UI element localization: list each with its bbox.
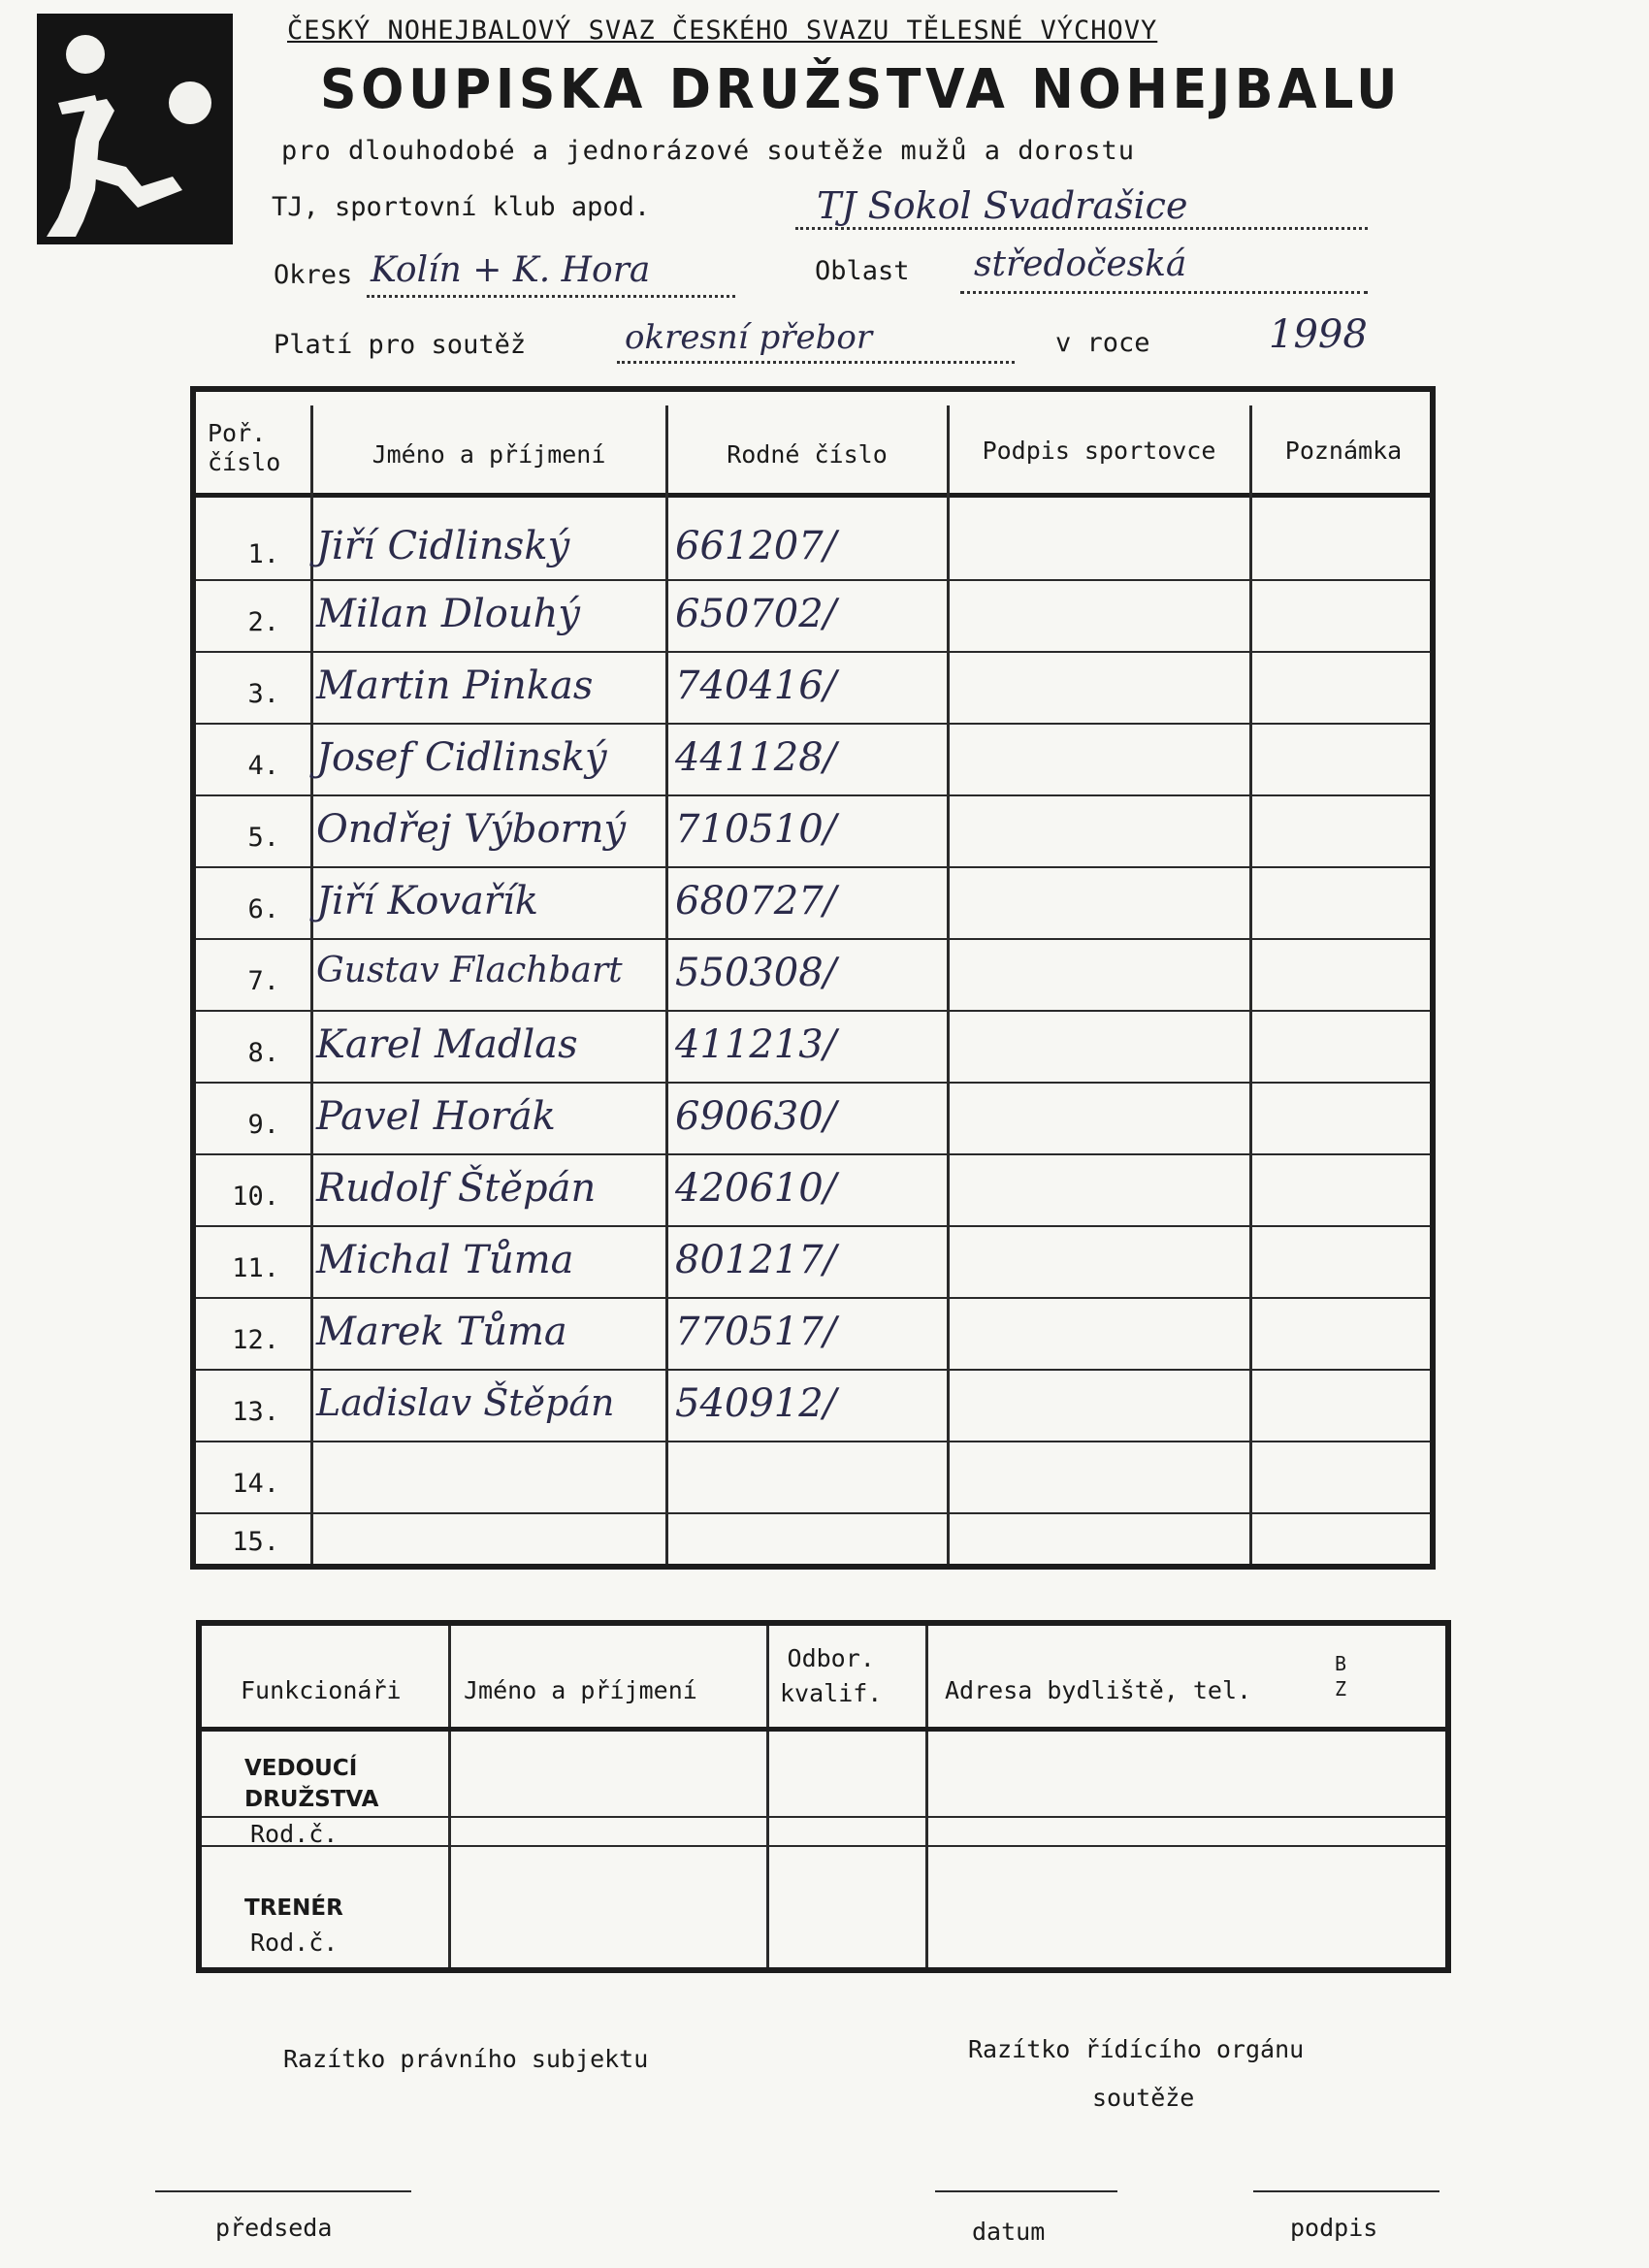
- player-name[interactable]: Marek Tůma: [316, 1310, 567, 1354]
- officials-table: [196, 1620, 1451, 1973]
- row-number: 3.: [247, 679, 279, 709]
- row-divider: [202, 1845, 1445, 1847]
- competition-field[interactable]: [617, 318, 1015, 364]
- row-divider: [196, 1010, 1430, 1012]
- signature-label: podpis: [1290, 2214, 1378, 2242]
- header-signature: Podpis sportovce: [982, 437, 1216, 465]
- row-divider: [196, 1225, 1430, 1227]
- stamp-governing-body-line2: soutěže: [1092, 2084, 1195, 2112]
- row-divider: [196, 651, 1430, 653]
- row-number: 2.: [247, 607, 279, 637]
- date-line[interactable]: [935, 2190, 1117, 2192]
- player-name[interactable]: Jiří Kovařík: [316, 879, 538, 923]
- role-leader-team: DRUŽSTVA: [244, 1787, 379, 1812]
- district-label: Okres: [274, 260, 353, 290]
- row-number: 9.: [247, 1110, 279, 1140]
- document-title: SOUPISKA DRUŽSTVA NOHEJBALU: [320, 58, 1403, 121]
- chairman-label: předseda: [215, 2214, 333, 2242]
- row-number: 13.: [232, 1397, 279, 1427]
- player-name[interactable]: Jiří Cidlinský: [316, 524, 570, 568]
- player-birth-no[interactable]: 411213/: [675, 1022, 837, 1067]
- row-divider: [196, 1153, 1430, 1155]
- player-birth-no[interactable]: 740416/: [675, 664, 837, 708]
- row-divider: [196, 579, 1430, 581]
- col-divider: [448, 1626, 451, 1967]
- player-birth-no[interactable]: 550308/: [675, 951, 837, 995]
- player-birth-no[interactable]: 650702/: [675, 592, 837, 636]
- row-number: 10.: [232, 1182, 279, 1212]
- competition-label: Platí pro soutěž: [274, 330, 527, 360]
- svaz-logo: [37, 14, 233, 244]
- chairman-line[interactable]: [155, 2190, 411, 2192]
- row-number: 5.: [247, 823, 279, 853]
- row-number: 7.: [247, 966, 279, 996]
- col-divider: [925, 1626, 928, 1967]
- row-divider: [196, 1082, 1430, 1084]
- header-bz: B Z: [1335, 1652, 1347, 1701]
- player-name[interactable]: Karel Madlas: [316, 1022, 578, 1067]
- header-note: Poznámka: [1284, 437, 1403, 465]
- row-divider: [196, 866, 1430, 868]
- signature-line[interactable]: [1253, 2190, 1439, 2192]
- row-divider: [196, 723, 1430, 725]
- district-field[interactable]: [367, 250, 735, 298]
- players-table: [190, 386, 1436, 1570]
- region-label: Oblast: [815, 256, 910, 286]
- player-name[interactable]: Ondřej Výborný: [316, 807, 627, 852]
- region-value: středočeská: [974, 244, 1187, 284]
- competition-value: okresní přebor: [625, 318, 873, 357]
- date-label: datum: [972, 2218, 1046, 2246]
- row-number: 1.: [247, 539, 279, 569]
- player-name[interactable]: Milan Dlouhý: [316, 592, 580, 636]
- player-name[interactable]: Gustav Flachbart: [316, 951, 623, 990]
- row-number: 8.: [247, 1038, 279, 1068]
- player-birth-no[interactable]: 441128/: [675, 735, 837, 780]
- row-divider: [196, 1512, 1430, 1514]
- leader-birth-no-label: Rod.č.: [250, 1820, 339, 1848]
- row-divider: [196, 1297, 1430, 1299]
- row-divider: [202, 1816, 1445, 1818]
- header-name: Jméno a příjmení: [372, 440, 606, 469]
- header-address: Adresa bydliště, tel.: [945, 1676, 1252, 1704]
- club-field[interactable]: [795, 184, 1368, 230]
- district-value: Kolín + K. Hora: [371, 250, 651, 290]
- player-name[interactable]: Josef Cidlinský: [316, 735, 607, 780]
- header-no: Poř. číslo: [208, 419, 281, 476]
- player-birth-no[interactable]: 661207/: [675, 524, 837, 568]
- player-name[interactable]: Martin Pinkas: [316, 664, 594, 708]
- row-divider: [196, 1441, 1430, 1442]
- player-birth-no[interactable]: 680727/: [675, 879, 837, 923]
- row-number: 12.: [232, 1325, 279, 1355]
- row-number: 6.: [247, 894, 279, 924]
- row-number: 4.: [247, 751, 279, 781]
- year-value[interactable]: 1998: [1269, 312, 1368, 357]
- row-divider: [196, 938, 1430, 940]
- club-label: TJ, sportovní klub apod.: [272, 192, 651, 222]
- player-birth-no[interactable]: 801217/: [675, 1238, 837, 1282]
- header-divider: [196, 493, 1430, 498]
- header-divider: [202, 1727, 1445, 1732]
- region-field[interactable]: [960, 244, 1368, 294]
- role-leader: VEDOUCÍ: [244, 1756, 358, 1781]
- player-name[interactable]: Rudolf Štěpán: [316, 1166, 597, 1211]
- stamp-governing-body: Razítko řídícího orgánu: [968, 2035, 1305, 2063]
- document-subtitle: pro dlouhodobé a jednorázové soutěže mužů a dorostu: [281, 136, 1136, 166]
- player-name[interactable]: Ladislav Štěpán: [316, 1381, 615, 1424]
- header-birth-no: Rodné číslo: [727, 440, 888, 469]
- player-name[interactable]: Michal Tůma: [316, 1238, 574, 1282]
- club-value: TJ Sokol Svadrašice: [817, 184, 1188, 227]
- row-number: 14.: [232, 1469, 279, 1499]
- coach-birth-no-label: Rod.č.: [250, 1928, 339, 1957]
- player-birth-no[interactable]: 540912/: [675, 1381, 837, 1426]
- header-official-name: Jméno a příjmení: [464, 1676, 697, 1704]
- player-birth-no[interactable]: 690630/: [675, 1094, 837, 1139]
- row-divider: [196, 794, 1430, 796]
- year-label: v roce: [1055, 328, 1150, 358]
- organization-name: ČESKÝ NOHEJBALOVÝ SVAZ ČESKÉHO SVAZU TĚLESNÉ VÝCHOVY: [287, 16, 1158, 46]
- col-divider: [766, 1626, 769, 1967]
- player-birth-no[interactable]: 770517/: [675, 1310, 837, 1354]
- stamp-legal-entity: Razítko právního subjektu: [283, 2045, 649, 2073]
- row-number: 11.: [232, 1253, 279, 1283]
- player-name[interactable]: Pavel Horák: [316, 1094, 556, 1139]
- player-birth-no[interactable]: 420610/: [675, 1166, 837, 1211]
- row-divider: [196, 1369, 1430, 1371]
- role-coach: TRENÉR: [244, 1895, 343, 1921]
- row-number: 15.: [232, 1527, 279, 1557]
- player-birth-no[interactable]: 710510/: [675, 807, 837, 852]
- header-qualification: Odbor. kvalif.: [780, 1644, 883, 1707]
- header-officials: Funkcionáři: [241, 1676, 402, 1704]
